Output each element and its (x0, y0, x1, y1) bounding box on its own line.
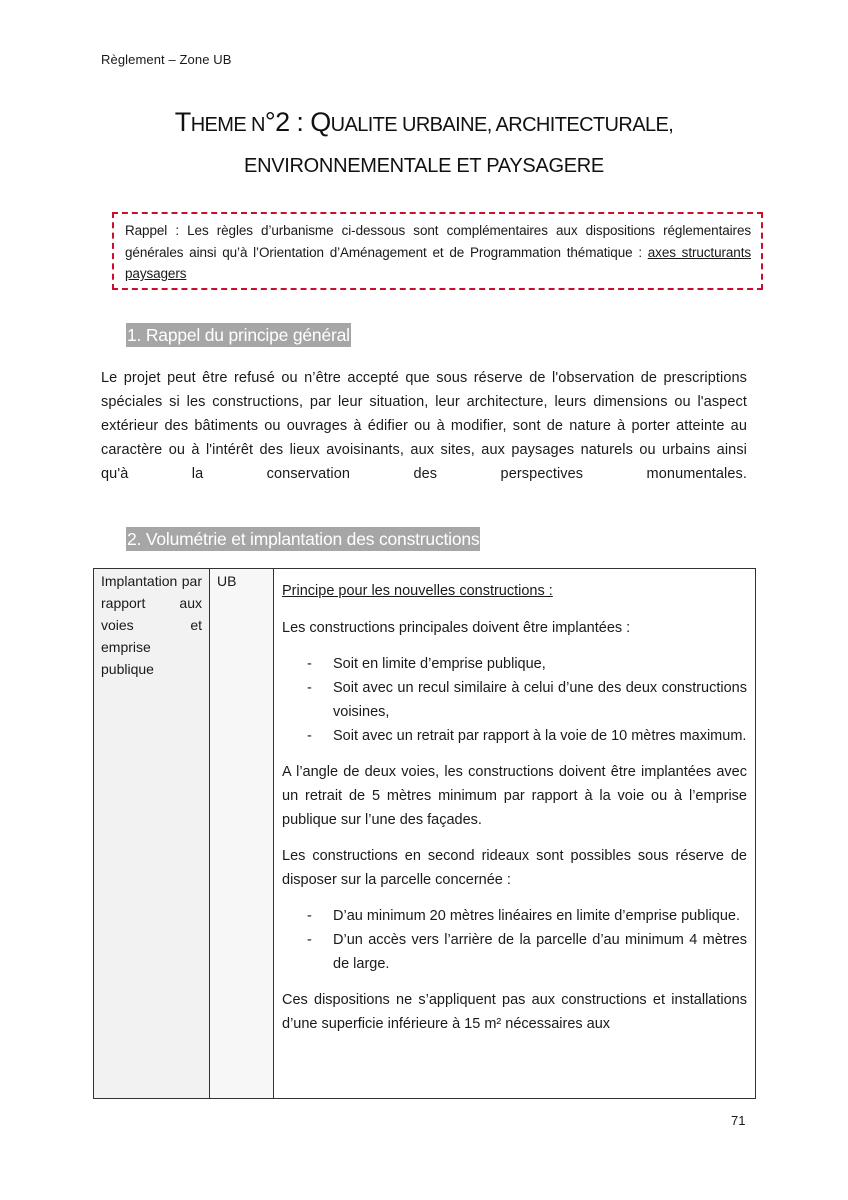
table-content-cell (274, 569, 755, 1098)
oap-link[interactable]: axes structurants paysagers (125, 244, 752, 281)
principe-paragraph: Le projet peut être refusé ou n’être accepté que sous réserve de l'observation de prescriptions spéciales si les constructions, par leur situation, leur architecture, leurs dimensions ou l'aspect extérieur des bâtiments ou ouvrages à édifier ou à modifier, sont de nature à porter atteinte au caractère ou à l'intérêt des lieux avoisinants, aux sites, aux paysages naturels ou urbains ainsi qu'à la conservation des perspectives monumentales. (101, 370, 747, 482)
table-label-cell: Implantation par rapport aux voies et emprise publique (94, 569, 210, 1098)
section-heading-principe: 1. Rappel du principe général (127, 325, 350, 345)
implantation-options-list (282, 652, 747, 748)
second-rideau-conditions-list (282, 904, 747, 976)
list-item: - Soit avec un recul similaire à celui d’une des deux constructions voisines, (307, 680, 747, 720)
exception-paragraph: Ces dispositions ne s’appliquent pas aux constructions et installations d’une superficie inférieure à 15 m² nécessaires aux (282, 992, 747, 1032)
principle-title: Principe pour les nouvelles constructions : (282, 583, 553, 599)
running-header: Règlement – Zone UB (101, 52, 232, 67)
angle-paragraph: A l’angle de deux voies, les constructions doivent être implantées avec un retrait de 5 mètres minimum par rapport à la voie ou à l’emprise publique sur l’une des façades. (282, 764, 747, 828)
rappel-notice-box (112, 212, 763, 290)
second-rideau-paragraph: Les constructions en second rideaux sont possibles sous réserve de disposer sur la parcelle concernée : (282, 848, 747, 888)
table-zone-cell: UB (210, 569, 274, 1098)
page-title-line-2: ENVIRONNEMENTALE ET PAYSAGERE (244, 155, 604, 177)
page-number: 71 (731, 1113, 746, 1128)
section-heading-volumetrie: 2. Volumétrie et implantation des constructions (127, 529, 480, 549)
rappel-text: Rappel : Les règles d’urbanisme ci-dessous sont complémentaires aux dispositions réglementaires générales ainsi qu’à l’Orientation d’Aménagement et de Programmation thématique : (125, 223, 751, 260)
list-item: - D’un accès vers l’arrière de la parcelle d’au minimum 4 mètres de large. (307, 932, 747, 972)
list-item: - D’au minimum 20 mètres linéaires en limite d’emprise publique. (307, 908, 740, 924)
implantation-rules-table (93, 568, 756, 1099)
intro-paragraph: Les constructions principales doivent être implantées : (282, 620, 631, 636)
list-item: - Soit avec un retrait par rapport à la voie de 10 mètres maximum. (307, 728, 747, 744)
page-title-line-1: THEME N°2 : QUALITE URBAINE, ARCHITECTURALE, (174, 107, 674, 137)
list-item: - Soit en limite d’emprise publique, (307, 656, 546, 672)
